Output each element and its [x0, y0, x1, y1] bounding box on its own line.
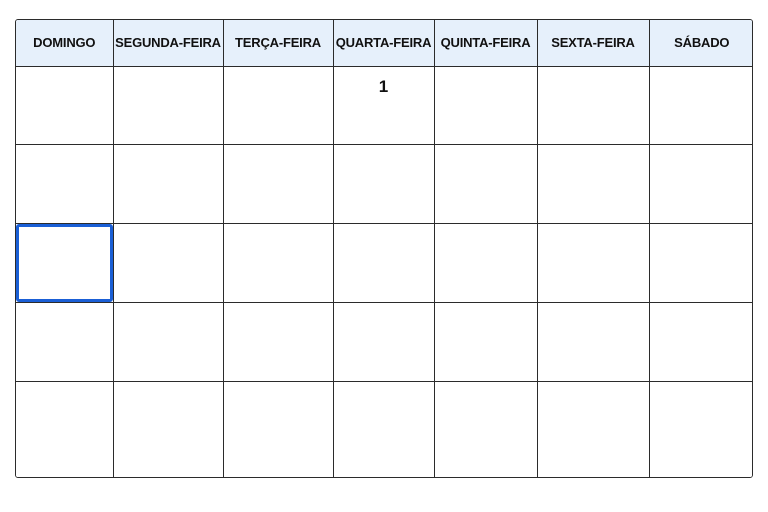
weekday-header-saturday: SÁBADO — [649, 20, 753, 66]
day-cell[interactable] — [333, 145, 434, 224]
weekday-header-wednesday: QUARTA-FEIRA — [333, 20, 434, 66]
weekday-header-sunday: DOMINGO — [16, 20, 113, 66]
day-cell[interactable] — [113, 381, 223, 477]
week-row-4 — [16, 302, 753, 381]
week-row-1 — [16, 66, 753, 145]
day-cell[interactable] — [113, 302, 223, 381]
day-cell[interactable] — [649, 224, 753, 303]
day-cell[interactable] — [333, 302, 434, 381]
day-cell[interactable] — [333, 381, 434, 477]
day-cell[interactable] — [16, 381, 113, 477]
weekday-header-tuesday: TERÇA-FEIRA — [223, 20, 333, 66]
weekday-header-row — [16, 20, 753, 66]
weekday-header-friday: SEXTA-FEIRA — [537, 20, 649, 66]
day-cell[interactable] — [434, 302, 537, 381]
day-cell[interactable] — [16, 66, 113, 145]
day-cell[interactable] — [333, 66, 434, 145]
day-cell[interactable] — [537, 381, 649, 477]
calendar-grid — [16, 20, 753, 477]
day-cell[interactable] — [223, 145, 333, 224]
day-cell[interactable] — [434, 145, 537, 224]
day-number: 1 — [378, 76, 389, 96]
day-cell-selected[interactable] — [16, 224, 113, 303]
day-cell[interactable] — [649, 145, 753, 224]
day-cell[interactable] — [113, 66, 223, 145]
day-cell[interactable] — [16, 145, 113, 224]
day-cell[interactable] — [537, 224, 649, 303]
week-row-3 — [16, 224, 753, 303]
day-cell[interactable] — [223, 224, 333, 303]
day-cell[interactable] — [649, 66, 753, 145]
weekday-header-thursday: QUINTA-FEIRA — [434, 20, 537, 66]
day-cell[interactable] — [434, 381, 537, 477]
day-cell[interactable] — [223, 381, 333, 477]
day-cell[interactable] — [16, 302, 113, 381]
month-calendar — [15, 19, 753, 478]
week-row-2 — [16, 145, 753, 224]
day-cell[interactable] — [434, 224, 537, 303]
day-cell[interactable] — [537, 302, 649, 381]
day-cell[interactable] — [434, 66, 537, 145]
day-cell[interactable] — [649, 381, 753, 477]
day-cell[interactable] — [113, 224, 223, 303]
day-cell[interactable] — [537, 145, 649, 224]
weekday-header-monday: SEGUNDA-FEIRA — [113, 20, 223, 66]
day-cell[interactable] — [113, 145, 223, 224]
day-cell[interactable] — [223, 302, 333, 381]
day-cell[interactable] — [333, 224, 434, 303]
day-cell[interactable] — [649, 302, 753, 381]
day-cell[interactable] — [537, 66, 649, 145]
week-row-5 — [16, 381, 753, 477]
day-cell[interactable] — [223, 66, 333, 145]
